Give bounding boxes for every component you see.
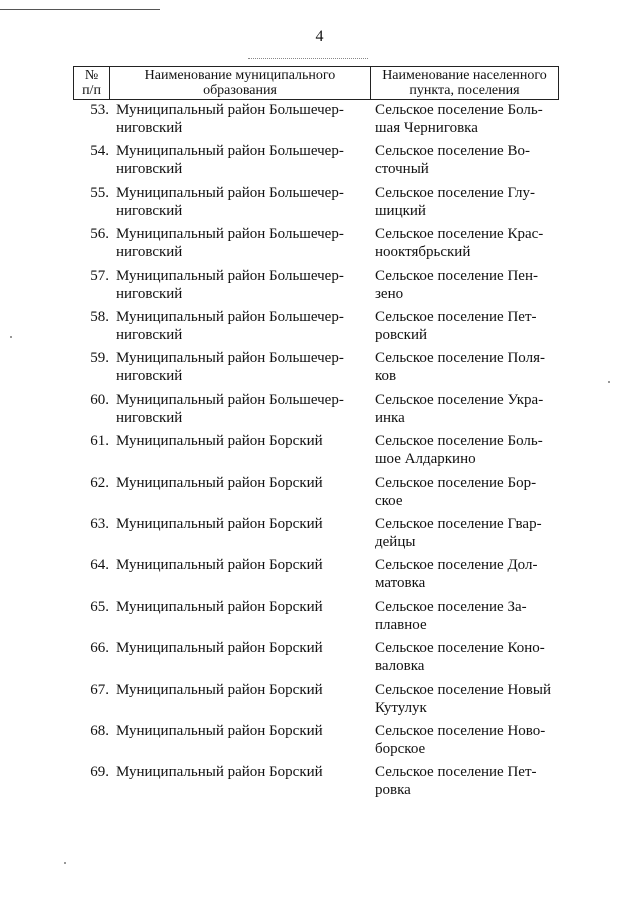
row-number: 64. xyxy=(90,557,109,573)
municipality-cell xyxy=(116,474,371,492)
settlement-text: шицкий xyxy=(375,203,426,219)
scan-border-line xyxy=(0,9,160,10)
settlement-cell xyxy=(375,681,559,717)
row-number: 65. xyxy=(90,599,109,615)
municipality-cell xyxy=(116,101,371,137)
row-number: 63. xyxy=(90,516,109,532)
header-text: пункта, поселения xyxy=(409,83,520,98)
municipality-text: Муниципальный район Борский xyxy=(116,557,323,573)
settlement-cell xyxy=(375,308,559,344)
settlement-cell xyxy=(375,556,559,592)
settlement-text: Сельское поселение Новый xyxy=(375,682,551,698)
header-municipality-column xyxy=(110,67,371,99)
municipality-cell xyxy=(116,639,371,657)
settlement-text: матовка xyxy=(375,575,426,591)
settlement-text: зено xyxy=(375,286,404,302)
municipality-cell xyxy=(116,308,371,344)
settlement-cell xyxy=(375,349,559,385)
row-number: 59. xyxy=(90,350,109,366)
municipality-cell xyxy=(116,225,371,261)
municipality-text: ниговский xyxy=(116,286,183,302)
municipality-text: ниговский xyxy=(116,327,183,343)
municipality-text: Муниципальный район Борский xyxy=(116,640,323,656)
settlement-text: Сельское поселение Пет- xyxy=(375,309,537,325)
municipality-text: ниговский xyxy=(116,368,183,384)
settlement-text: Сельское поселение Пет- xyxy=(375,764,537,780)
row-number: 58. xyxy=(90,309,109,325)
settlement-text: дейцы xyxy=(375,534,416,550)
municipality-text: Муниципальный район Большечер- xyxy=(116,392,344,408)
municipality-text: Муниципальный район Борский xyxy=(116,723,323,739)
settlement-text: нооктябрьский xyxy=(375,244,471,260)
settlement-text: Сельское поселение Коно- xyxy=(375,640,545,656)
settlement-cell xyxy=(375,722,559,758)
row-number: 56. xyxy=(90,226,109,242)
municipality-cell xyxy=(116,722,371,740)
settlement-cell xyxy=(375,267,559,303)
settlement-text: Сельское поселение Пен- xyxy=(375,268,538,284)
municipality-cell xyxy=(116,267,371,303)
settlement-text: Сельское поселение Бор- xyxy=(375,475,537,491)
settlement-text: Сельское поселение За- xyxy=(375,599,527,615)
municipality-cell xyxy=(116,556,371,574)
settlement-cell xyxy=(375,515,559,551)
settlement-text: инка xyxy=(375,410,405,426)
scan-speck xyxy=(608,381,610,383)
municipality-cell xyxy=(116,515,371,533)
municipality-cell xyxy=(116,142,371,178)
row-number: 68. xyxy=(90,723,109,739)
settlement-text: валовка xyxy=(375,658,425,674)
municipality-cell xyxy=(116,391,371,427)
settlement-text: ское xyxy=(375,493,403,509)
settlement-text: Кутулук xyxy=(375,700,427,716)
settlement-text: Сельское поселение Гвар- xyxy=(375,516,542,532)
settlement-text: Сельское поселение Ново- xyxy=(375,723,546,739)
settlement-text: Сельское поселение Глу- xyxy=(375,185,535,201)
header-text: № xyxy=(84,68,99,83)
settlement-text: борское xyxy=(375,741,426,757)
municipality-text: Муниципальный район Борский xyxy=(116,475,323,491)
municipality-cell xyxy=(116,349,371,385)
row-number: 67. xyxy=(90,682,109,698)
header-text: п/п xyxy=(82,83,101,98)
settlement-text: Сельское поселение Во- xyxy=(375,143,530,159)
scan-speck xyxy=(10,336,12,338)
settlement-cell xyxy=(375,391,559,427)
municipality-text: ниговский xyxy=(116,161,183,177)
municipality-text: Муниципальный район Борский xyxy=(116,682,323,698)
settlement-cell xyxy=(375,184,559,220)
settlement-text: шая Черниговка xyxy=(375,120,478,136)
row-number: 61. xyxy=(90,433,109,449)
municipality-text: Муниципальный район Большечер- xyxy=(116,102,344,118)
settlement-text: Сельское поселение Боль- xyxy=(375,102,543,118)
settlement-text: ровский xyxy=(375,327,427,343)
header-number-column xyxy=(74,67,110,99)
settlement-cell xyxy=(375,598,559,634)
row-number: 62. xyxy=(90,475,109,491)
municipality-cell xyxy=(116,184,371,220)
municipality-text: Муниципальный район Борский xyxy=(116,516,323,532)
header-text: Наименование муниципального xyxy=(144,68,336,83)
municipality-text: Муниципальный район Большечер- xyxy=(116,309,344,325)
row-number: 60. xyxy=(90,392,109,408)
row-number: 55. xyxy=(90,185,109,201)
row-number: 66. xyxy=(90,640,109,656)
settlement-cell xyxy=(375,763,559,799)
scan-speck xyxy=(64,862,66,864)
municipality-text: Муниципальный район Большечер- xyxy=(116,143,344,159)
row-number: 53. xyxy=(90,102,109,118)
settlement-text: Сельское поселение Боль- xyxy=(375,433,543,449)
municipality-text: Муниципальный район Борский xyxy=(116,764,323,780)
municipality-text: ниговский xyxy=(116,410,183,426)
scan-artifact xyxy=(248,58,368,59)
settlement-text: ков xyxy=(375,368,397,384)
municipality-text: Муниципальный район Большечер- xyxy=(116,226,344,242)
settlement-cell xyxy=(375,101,559,137)
municipality-text: Муниципальный район Большечер- xyxy=(116,350,344,366)
municipality-text: ниговский xyxy=(116,203,183,219)
settlement-text: Сельское поселение Поля- xyxy=(375,350,545,366)
settlement-text: ровка xyxy=(375,782,411,798)
row-number: 69. xyxy=(90,764,109,780)
page-number: 4 xyxy=(315,28,324,45)
settlement-cell xyxy=(375,142,559,178)
municipality-cell xyxy=(116,681,371,699)
header-text: образования xyxy=(203,83,277,98)
municipality-text: Муниципальный район Борский xyxy=(116,433,323,449)
header-settlement-column xyxy=(371,67,558,99)
settlement-text: Сельское поселение Укра- xyxy=(375,392,544,408)
municipality-cell xyxy=(116,598,371,616)
settlement-cell xyxy=(375,474,559,510)
municipality-text: Муниципальный район Борский xyxy=(116,599,323,615)
municipality-text: ниговский xyxy=(116,120,183,136)
municipality-cell xyxy=(116,432,371,450)
settlement-text: шое Алдаркино xyxy=(375,451,476,467)
municipality-text: ниговский xyxy=(116,244,183,260)
settlement-text: сточный xyxy=(375,161,429,177)
table-header xyxy=(73,66,559,100)
settlement-cell xyxy=(375,432,559,468)
settlement-text: Сельское поселение Дол- xyxy=(375,557,538,573)
row-number: 54. xyxy=(90,143,109,159)
settlement-cell xyxy=(375,225,559,261)
row-number: 57. xyxy=(90,268,109,284)
header-text: Наименование населенного xyxy=(382,68,547,83)
municipality-text: Муниципальный район Большечер- xyxy=(116,268,344,284)
settlement-text: Сельское поселение Крас- xyxy=(375,226,544,242)
municipality-text: Муниципальный район Большечер- xyxy=(116,185,344,201)
settlement-cell xyxy=(375,639,559,675)
municipality-cell xyxy=(116,763,371,781)
settlement-text: плавное xyxy=(375,617,427,633)
